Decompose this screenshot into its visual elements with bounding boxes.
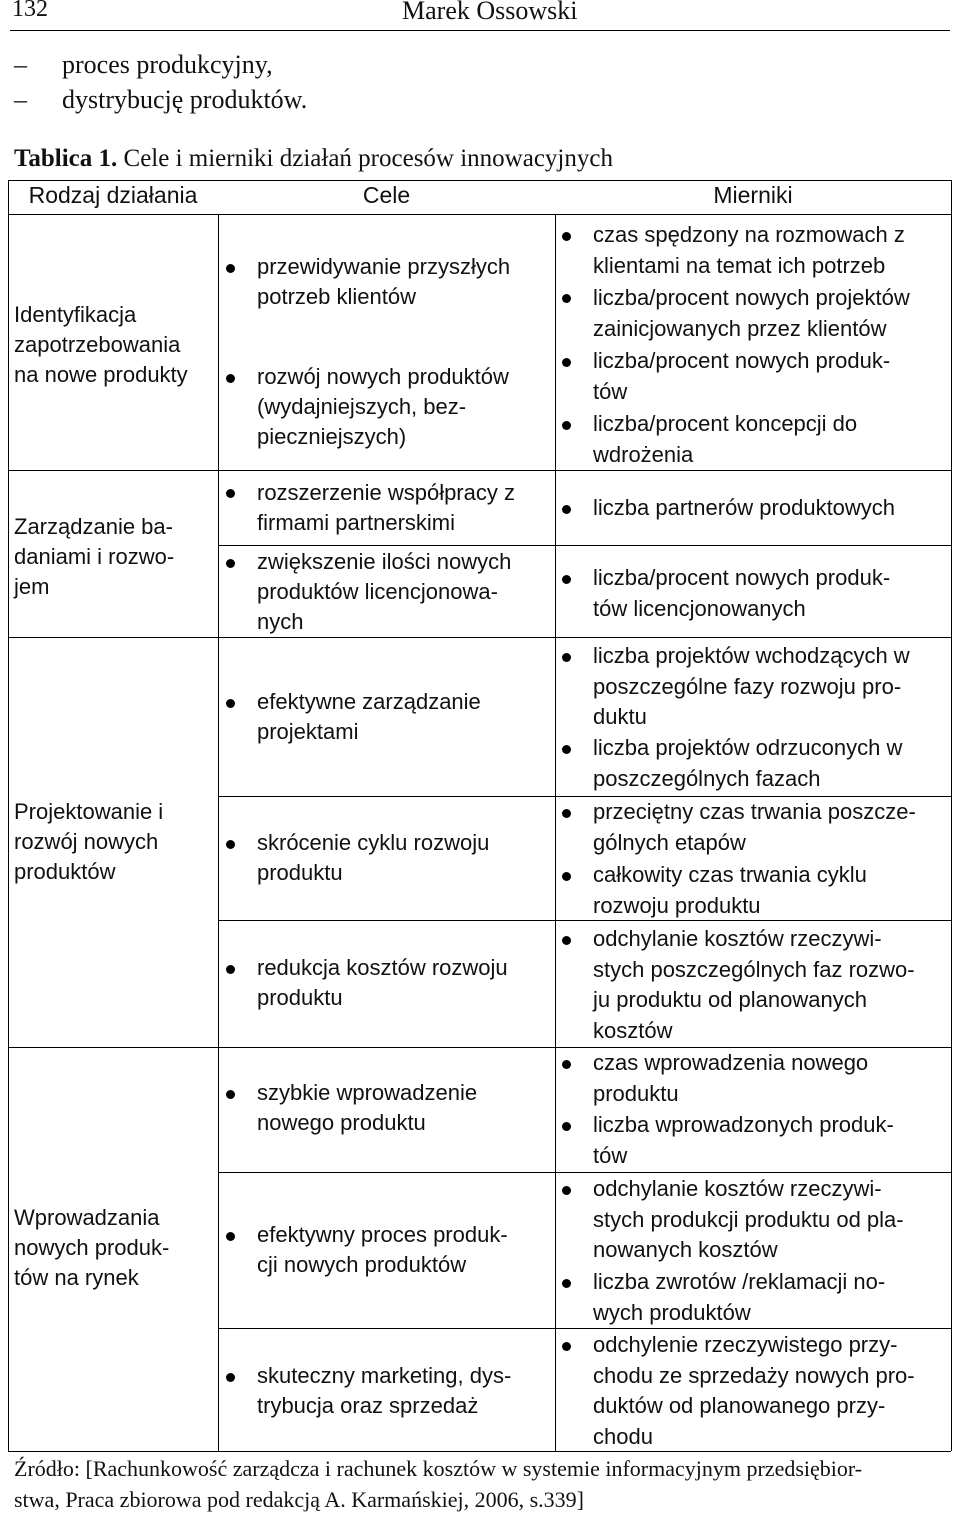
bullet-icon (226, 264, 235, 273)
metric-item: liczba partnerów produktowych (593, 495, 896, 520)
metric-item: odchylenie rzeczywistego przy- chodu ze sprzedaży nowych pro- duktów od planowanego przy- chodu (593, 1332, 915, 1449)
goal-item: rozszerzenie współpracy z firmami partnerskimi (257, 480, 515, 535)
bullet-icon (562, 421, 571, 430)
bullet-icon (562, 1279, 571, 1288)
table-rule (8, 214, 951, 215)
bullet-icon (562, 1342, 571, 1351)
column-header-goals: Cele (362, 182, 411, 208)
goal-item: zwiększenie ilości nowych produktów licencjonowa- nych (257, 549, 512, 634)
bullet-icon (562, 232, 571, 241)
metric-item: liczba projektów wchodzących w poszczególne fazy rozwoju pro- duktu (593, 643, 910, 729)
table-rule (218, 1172, 951, 1173)
bullet-icon (562, 745, 571, 754)
bullet-icon (226, 1090, 235, 1099)
metric-item: liczba wprowadzonych produk- tów (593, 1112, 894, 1168)
metric-item: odchylanie kosztów rzeczywi- stych poszczególnych faz rozwo- ju produktu od planowanych kosztów (593, 926, 915, 1043)
table-rule (8, 637, 951, 638)
bullet-icon (226, 489, 235, 498)
activity-cell: Zarządzanie ba- daniami i rozwo- jem (14, 514, 175, 599)
list-item: – dystrybucję produktów. (14, 85, 308, 114)
bullet-icon (562, 1060, 571, 1069)
bullet-icon (562, 1186, 571, 1195)
metric-item: liczba projektów odrzuconych w poszczególnych fazach (593, 735, 903, 791)
metric-item: liczba/procent koncepcji do wdrożenia (593, 411, 858, 467)
bullet-icon (226, 1373, 235, 1382)
goal-item: efektywny proces produk- cji nowych produktów (257, 1222, 508, 1277)
table-rule (8, 180, 9, 1451)
metric-item: liczba/procent nowych produk- tów licencjonowanych (593, 565, 891, 621)
goal-item: szybkie wprowadzenie nowego produktu (257, 1080, 478, 1135)
list-item-text: dystrybucję produktów. (62, 85, 308, 114)
goal-item: efektywne zarządzanie projektami (257, 689, 481, 744)
table-rule (555, 214, 556, 1451)
goal-item: redukcja kosztów rozwoju produktu (257, 955, 508, 1010)
bullet-icon (226, 965, 235, 974)
bullet-icon (226, 1232, 235, 1241)
bullet-icon (226, 559, 235, 568)
bullet-icon (226, 699, 235, 708)
goal-item: przewidywanie przyszłych potrzeb klientów (257, 254, 511, 309)
activity-cell: Wprowadzania nowych produk- tów na rynek (14, 1205, 170, 1290)
metric-item: liczba/procent nowych produk- tów (593, 348, 891, 404)
list-item: – proces produkcyjny, (14, 50, 273, 79)
list-item-text: proces produkcyjny, (62, 50, 273, 79)
bullet-icon (562, 1122, 571, 1131)
table-caption-label: Tablica 1. (14, 145, 118, 172)
bullet-icon (562, 358, 571, 367)
page-number: 132 (12, 0, 48, 22)
bullet-icon (226, 840, 235, 849)
table-caption (14, 145, 613, 173)
bullet-icon (562, 294, 571, 303)
table-rule (218, 545, 951, 546)
column-header-activity: Rodzaj działania (28, 182, 198, 208)
table-rule (218, 1328, 951, 1329)
metric-item: liczba zwrotów /reklamacji no- wych produktów (593, 1269, 886, 1325)
table-rule (218, 214, 219, 1451)
table-rule (8, 470, 951, 471)
bullet-icon (562, 505, 571, 514)
bullet-icon (562, 575, 571, 584)
source-note: Źródło: [Rachunkowość zarządcza i rachunek kosztów w systemie informacyjnym przedsiębior- stwa, Praca zbiorowa pod redakcją A. Karmańskiej, 2006, s.339] (14, 1456, 863, 1512)
bullet-icon (562, 809, 571, 818)
table-caption-title: Cele i mierniki działań procesów innowacyjnych (123, 145, 613, 172)
metric-item: przeciętny czas trwania poszcze- gólnych etapów (593, 799, 916, 855)
activity-cell: Identyfikacja zapotrzebowania na nowe produkty (14, 302, 188, 387)
metric-item: odchylanie kosztów rzeczywi- stych produkcji produktu od pla- nowanych kosztów (593, 1176, 904, 1262)
metric-item: całkowity czas trwania cyklu rozwoju produktu (593, 862, 867, 918)
bullet-icon (562, 936, 571, 945)
header-rule (10, 30, 950, 31)
table-rule (951, 180, 952, 1451)
bullet-icon (226, 374, 235, 383)
running-head: Marek Ossowski (402, 0, 578, 25)
goal-item: rozwój nowych produktów (wydajniejszych, bez- pieczniejszych) (257, 364, 509, 449)
bullet-icon (562, 653, 571, 662)
activity-cell: Projektowanie i rozwój nowych produktów (14, 799, 164, 884)
goal-item: skrócenie cyklu rozwoju produktu (257, 830, 490, 885)
bullet-icon (562, 872, 571, 881)
metric-item: liczba/procent nowych projektów zainicjowanych przez klientów (593, 285, 910, 341)
metric-item: czas spędzony na rozmowach z klientami na temat ich potrzeb (593, 222, 905, 278)
table-rule (8, 180, 951, 181)
goal-item: skuteczny marketing, dys- trybucja oraz sprzedaż (257, 1363, 512, 1418)
column-header-metrics: Mierniki (713, 182, 793, 208)
metric-item: czas wprowadzenia nowego produktu (593, 1050, 869, 1106)
